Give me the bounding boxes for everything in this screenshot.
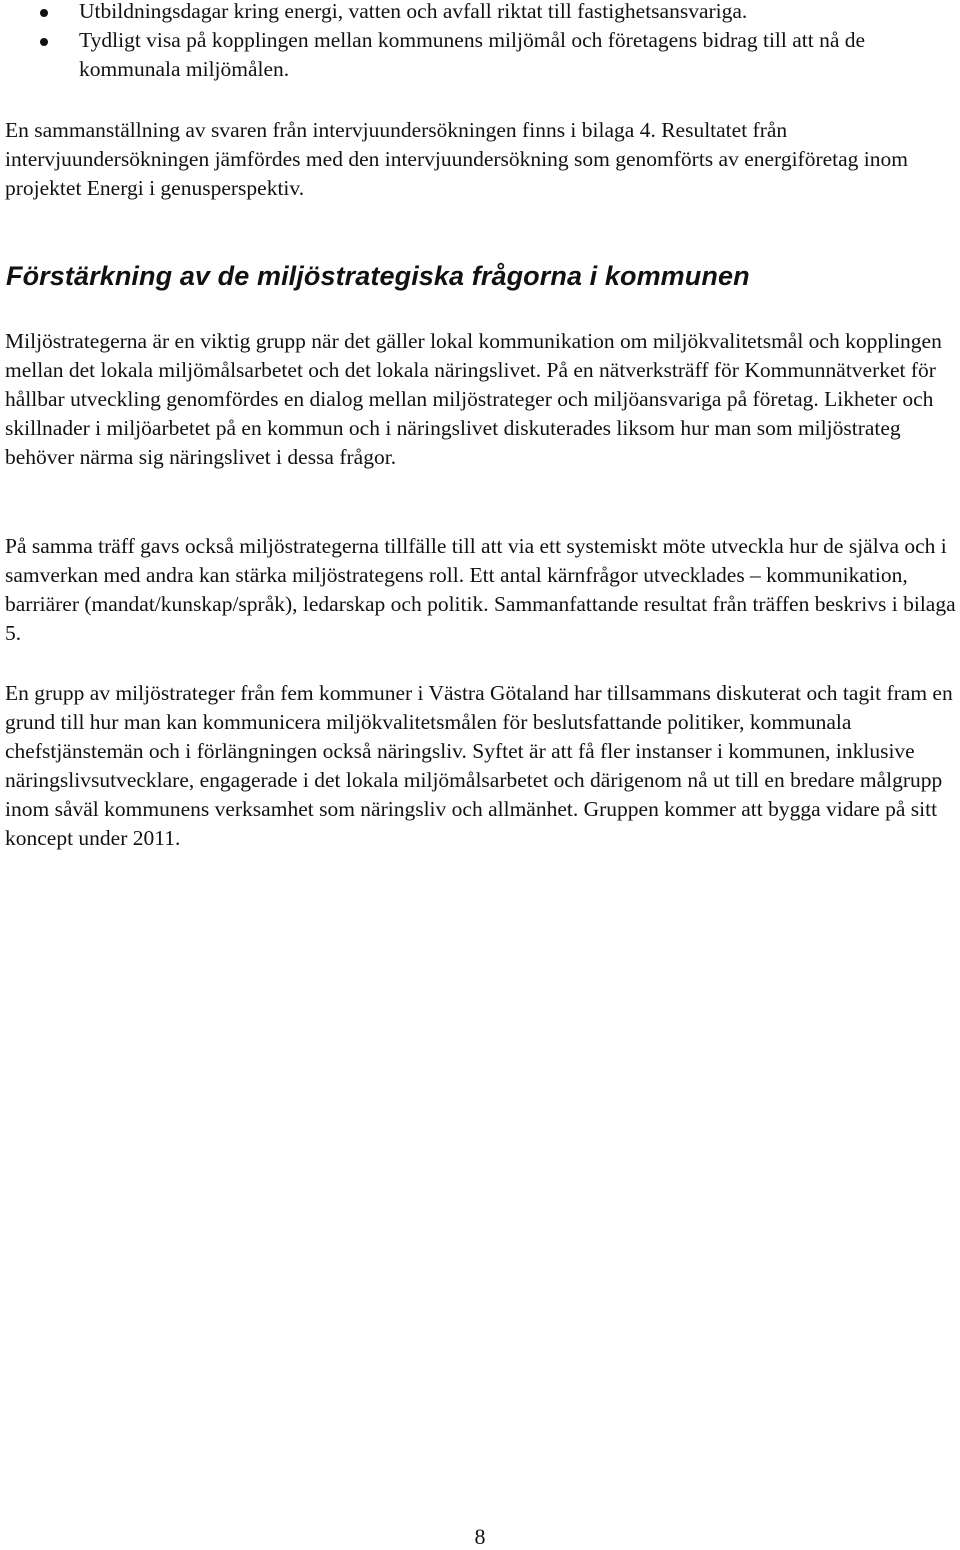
body-paragraph: På samma träff gavs också miljöstrategerna tillfälle till att via ett systemiskt möte utveckla hur de själva och i samverkan med andra kan stärka miljöstrategens roll. Ett antal kärnfrågor utvecklades – kommunikation, barriärer (mandat/kunskap/språk), ledarskap och politik. Sammanfattande resultat från träffen beskrivs i bilaga 5. [5,534,956,645]
bullet-icon [40,9,48,17]
bullet-text: Tydligt visa på kopplingen mellan kommunens miljömål och företagens bidrag till att nå de kommunala miljömålen. [79,28,866,81]
bullet-text: Utbildningsdagar kring energi, vatten och avfall riktat till fastighetsansvariga. [79,0,748,23]
bullet-item [0,0,960,26]
body-paragraph: Miljöstrategerna är en viktig grupp när det gäller lokal kommunikation om miljökvalitetsmål och kopplingen mellan det lokala miljömålsarbetet och det lokala näringslivet. På en nätverksträff för Kommunnätverket för hållbar utveckling genomfördes en dialog mellan miljöstrateger och miljöansvariga på företag. Likheter och skillnader i miljöarbetet på en kommun och i näringslivet diskuterades liksom hur man som miljöstrateg behöver närma sig näringslivet i dessa frågor. [5,329,942,469]
bullet-list [0,0,960,84]
page-number: 8 [474,1524,486,1549]
intro-paragraph: En sammanställning av svaren från intervjuundersökningen finns i bilaga 4. Resultatet från intervjuundersökningen jämfördes med den intervjuundersökning som genomförts av energiföretag inom projektet Energi i genusperspektiv. [5,118,908,200]
bullet-item [0,26,960,84]
section-heading: Förstärkning av de miljöstrategiska frågorna i kommunen [6,261,750,291]
body-paragraph: En grupp av miljöstrateger från fem kommuner i Västra Götaland har tillsammans diskuterat och tagit fram en grund till hur man kan kommunicera miljökvalitetsmålen för beslutsfattande politiker, kommunala chefstjänstemän och i förlängningen också näringsliv. Syftet är att få fler instanser i kommunen, inklusive näringslivsutvecklare, engagerade i det lokala miljömålsarbetet och därigenom nå ut till en bredare målgrupp inom såväl kommunens verksamhet som näringsliv och allmänhet. Gruppen kommer att bygga vidare på sitt koncept under 2011. [5,681,953,850]
bullet-icon [40,38,48,46]
